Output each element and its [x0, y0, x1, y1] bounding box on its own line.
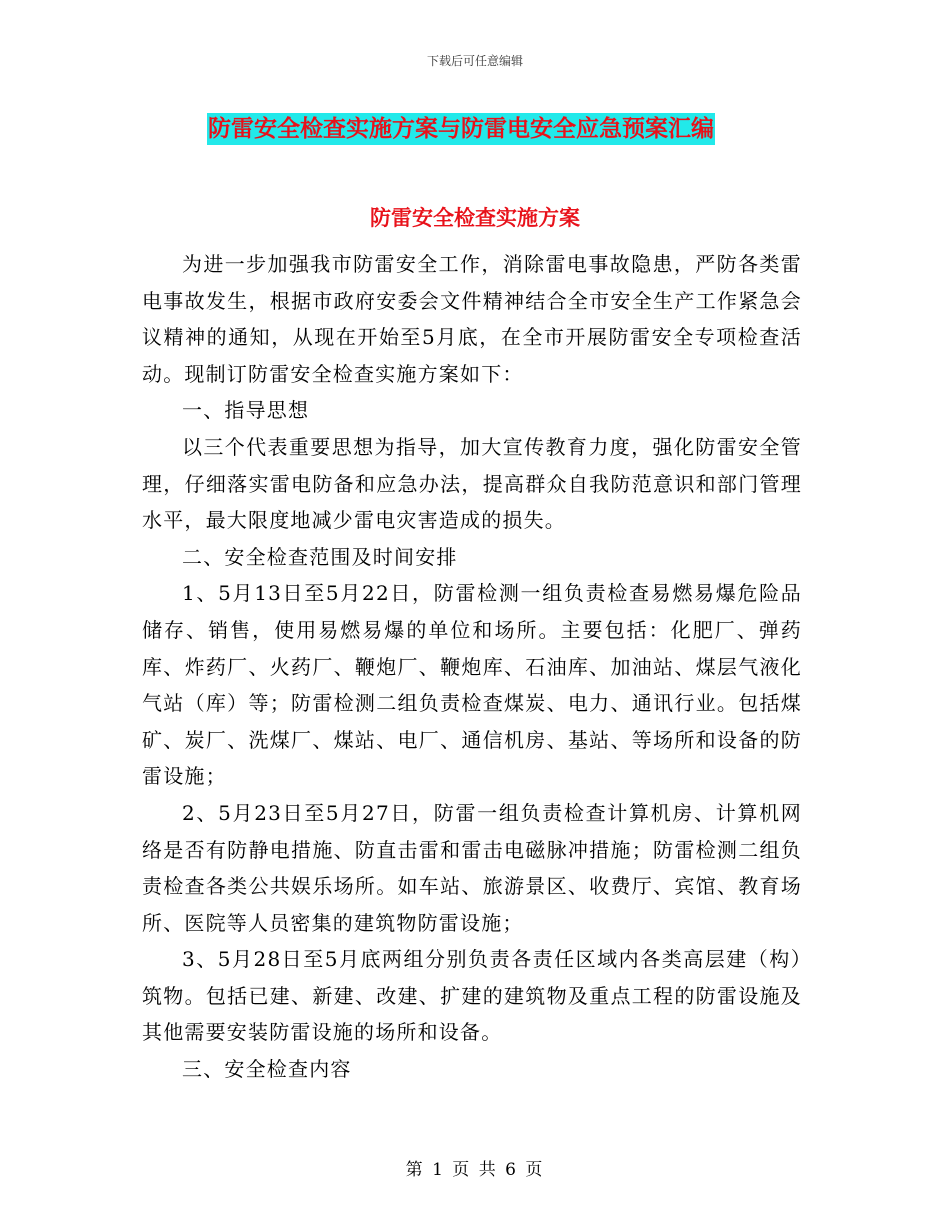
section-title: 防雷安全检查实施方案 [370, 206, 580, 230]
paragraph-schedule-2: 2、5月23日至5月27日，防雷一组负责检查计算机房、计算机网络是否有防静电措施、防直击雷和雷击电磁脉冲措施；防雷检测二组负责检查各类公共娱乐场所。如车站、旅游景区、收费厅、宾馆、教育场所、医院等人员密集的建筑物防雷设施； [142, 800, 802, 935]
heading-guiding-ideology: 一、指导思想 [182, 398, 310, 423]
paragraph-guiding-ideology: 以三个代表重要思想为指导，加大宣传教育力度，强化防雷安全管理，仔细落实雷电防备和应急办法，提高群众自我防范意识和部门管理水平，最大限度地减少雷电灾害造成的损失。 [142, 434, 802, 533]
heading-inspection-content: 三、安全检查内容 [182, 1057, 352, 1082]
paragraph-schedule-1: 1、5月13日至5月22日，防雷检测一组负责检查易燃易爆危险品储存、销售，使用易燃易爆的单位和场所。主要包括：化肥厂、弹药库、炸药厂、火药厂、鞭炮厂、鞭炮库、石油库、加油站、煤层气液化气站（库）等；防雷检测二组负责检查煤炭、电力、通讯行业。包括煤矿、炭厂、洗煤厂、煤站、电厂、通信机房、基站、等场所和设备的防雷设施； [142, 581, 802, 789]
paragraph-intro: 为进一步加强我市防雷安全工作，消除雷电事故隐患，严防各类雷电事故发生，根据市政府安委会文件精神结合全市安全生产工作紧急会议精神的通知，从现在开始至5月底，在全市开展防雷安全专项检查活动。现制订防雷安全检查实施方案如下： [142, 252, 802, 386]
page-number: 第 1 页 共 6 页 [405, 1160, 545, 1180]
heading-scope-schedule: 二、安全检查范围及时间安排 [182, 544, 458, 569]
paragraph-schedule-3: 3、5月28日至5月底两组分别负责各责任区域内各类高层建（构）筑物。包括已建、新建、改建、扩建的建筑物及重点工程的防雷设施及其他需要安装防雷设施的场所和设备。 [142, 947, 802, 1045]
header-note: 下载后可任意编辑 [426, 54, 523, 68]
document-body [142, 246, 802, 1088]
document-title: 防雷安全检查实施方案与防雷电安全应急预案汇编 [207, 113, 715, 145]
